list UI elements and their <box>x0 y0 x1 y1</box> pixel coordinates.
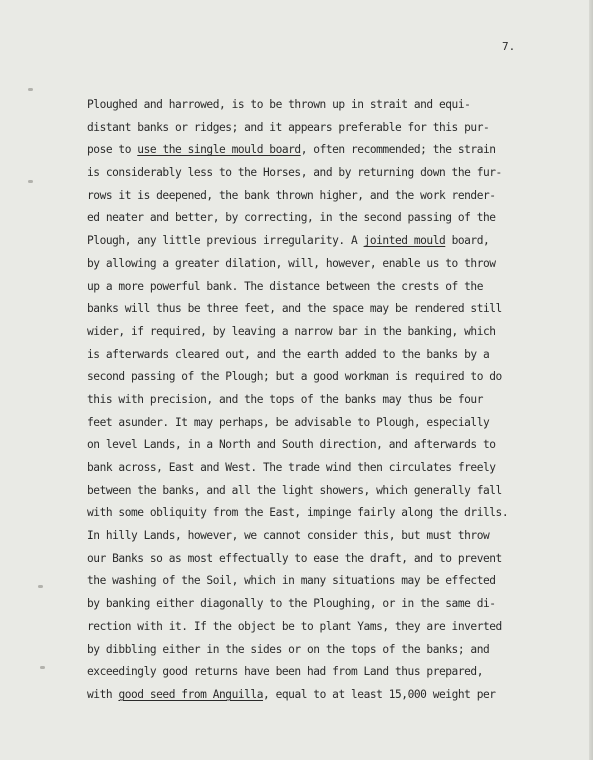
margin-mark <box>28 88 33 91</box>
text-segment: feet asunder. It may perhaps, be advisable to Plough, especially <box>87 415 490 429</box>
text-line <box>87 502 547 525</box>
text-segment: between the banks, and all the light showers, which generally fall <box>87 483 502 497</box>
text-segment: wider, if required, by leaving a narrow bar in the banking, which <box>87 324 496 338</box>
text-segment: with <box>87 687 119 701</box>
text-line <box>87 661 547 684</box>
text-line <box>87 185 547 208</box>
text-line <box>87 366 547 389</box>
text-segment: second passing of the Plough; but a good workman is required to do <box>87 370 502 384</box>
text-segment: on level Lands, in a North and South direction, and afterwards to <box>87 438 496 452</box>
text-line <box>87 298 547 321</box>
text-line <box>87 253 547 276</box>
text-line <box>87 616 547 639</box>
text-line <box>87 230 547 253</box>
text-line <box>87 434 547 457</box>
text-line <box>87 548 547 571</box>
text-line <box>87 684 547 707</box>
text-segment: distant banks or ridges; and it appears preferable for this pur- <box>87 120 490 134</box>
text-segment: by dibbling either in the sides or on the tops of the banks; and <box>87 642 490 656</box>
text-line <box>87 389 547 412</box>
text-segment: banks will thus be three feet, and the space may be rendered still <box>87 302 502 316</box>
text-segment: ed neater and better, by correcting, in the second passing of the <box>87 211 496 225</box>
underlined-phrase: good seed from Anguilla <box>118 687 264 701</box>
text-segment: In hilly Lands, however, we cannot consider this, but must throw <box>87 529 490 543</box>
underlined-phrase: use the single mould board <box>137 143 301 157</box>
text-segment: with some obliquity from the East, impinge fairly along the drills. <box>87 506 509 520</box>
text-segment: , equal to at least 15,000 weight per <box>263 687 496 701</box>
page-number: 7. <box>502 40 516 53</box>
text-segment: up a more powerful bank. The distance between the crests of the <box>87 279 483 293</box>
text-segment: bank across, East and West. The trade wind then circulates freely <box>87 461 496 474</box>
text-line <box>87 457 547 480</box>
text-line <box>87 117 547 140</box>
text-line <box>87 639 547 662</box>
text-segment: rection with it. If the object be to plant Yams, they are inverted <box>87 619 502 633</box>
text-line <box>87 344 547 367</box>
body-text <box>87 94 547 707</box>
underlined-phrase: jointed mould <box>363 234 446 248</box>
text-segment: by banking either diagonally to the Ploughing, or in the same di- <box>87 597 496 611</box>
text-segment: , often recommended; the strain <box>300 143 496 157</box>
text-line <box>87 207 547 230</box>
text-line <box>87 139 547 162</box>
text-segment: the washing of the Soil, which in many situations may be effected <box>87 574 496 588</box>
text-segment: this with precision, and the tops of the banks may thus be four <box>87 392 483 406</box>
text-segment: exceedingly good returns have been had from Land thus prepared, <box>87 665 483 679</box>
text-segment: pose to <box>87 143 138 157</box>
page-edge <box>589 0 593 760</box>
text-segment: is afterwards cleared out, and the earth added to the banks by a <box>87 347 490 361</box>
text-line <box>87 162 547 185</box>
text-line <box>87 94 547 117</box>
text-line <box>87 412 547 435</box>
text-line <box>87 525 547 548</box>
margin-mark <box>28 180 33 183</box>
text-segment: Plough, any little previous irregularity. A <box>87 234 364 248</box>
text-line <box>87 276 547 299</box>
margin-mark <box>40 666 45 669</box>
text-segment: board, <box>445 234 490 248</box>
margin-mark <box>38 585 43 588</box>
text-line <box>87 480 547 503</box>
text-line <box>87 593 547 616</box>
text-line <box>87 321 547 344</box>
text-segment: by allowing a greater dilation, will, however, enable us to throw <box>87 256 496 270</box>
text-segment: Ploughed and harrowed, is to be thrown up in strait and equi- <box>87 98 471 111</box>
text-segment: our Banks so as most effectually to ease the draft, and to prevent <box>87 551 502 565</box>
text-segment: is considerably less to the Horses, and by returning down the fur- <box>87 166 502 180</box>
text-line <box>87 570 547 593</box>
text-segment: rows it is deepened, the bank thrown higher, and the work render- <box>87 188 496 202</box>
